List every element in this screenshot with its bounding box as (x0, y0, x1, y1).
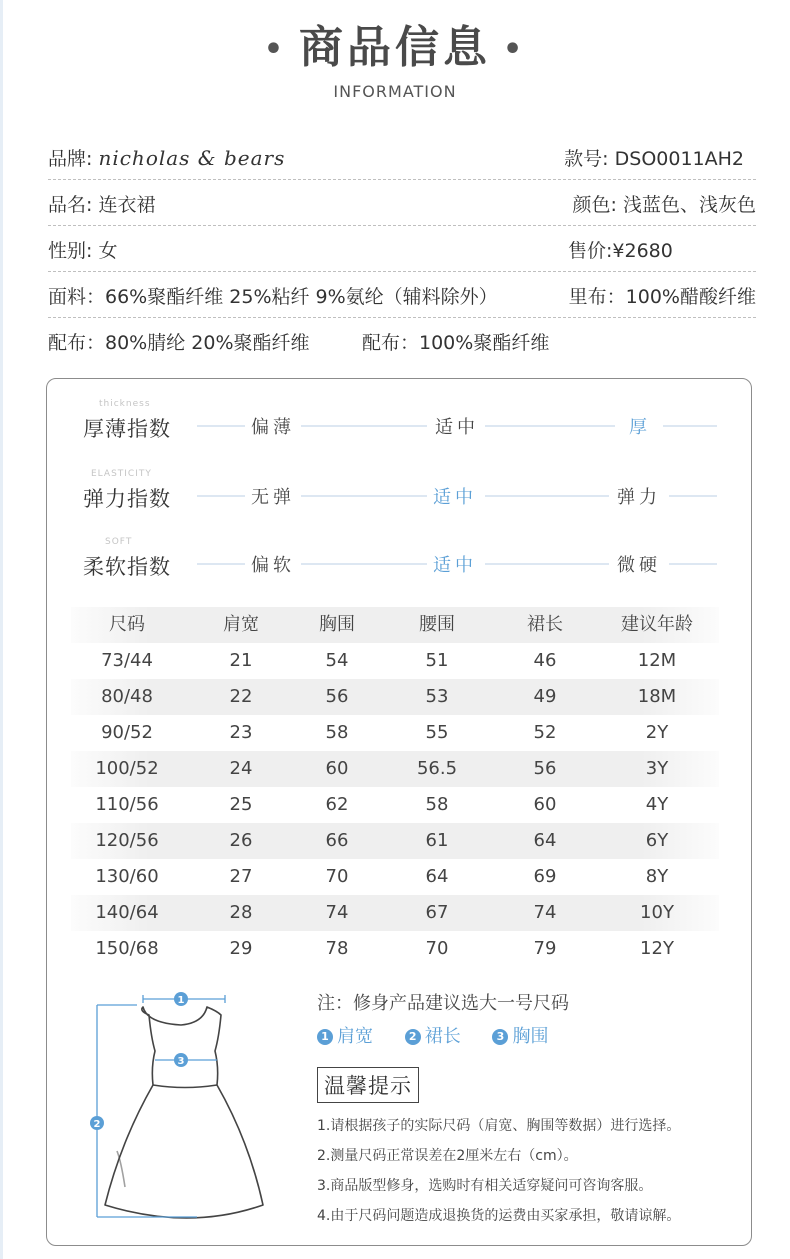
brand-label: 品牌: (48, 148, 93, 170)
index-line (197, 563, 245, 565)
index-option: 微硬 (617, 555, 661, 576)
table-row (71, 931, 719, 967)
tip-item: 4.由于尺码问题造成退换货的运费由买家承担，敬请谅解。 (317, 1208, 681, 1224)
title-text: 商品信息 (299, 22, 491, 73)
table-cell: 67 (425, 902, 449, 923)
name-field (48, 190, 155, 217)
table-cell: 25 (229, 794, 253, 815)
index-label: 厚薄指数 (83, 417, 171, 441)
table-cell: 28 (229, 902, 253, 923)
lining-value: 里布：100%醋酸纤维 (568, 286, 756, 308)
table-cell: 58 (325, 722, 349, 743)
trim1-value: 配布：80%腈纶 20%聚酯纤维 (48, 332, 310, 354)
table-cell: 22 (229, 686, 253, 707)
table-cell: 64 (425, 866, 449, 887)
index-row-thickness (47, 397, 753, 457)
index-line (301, 495, 427, 497)
table-header-cell: 尺码 (109, 614, 145, 635)
dress-outline (105, 1007, 263, 1218)
index-row-elasticity (47, 467, 753, 527)
price-label: 售价: (568, 240, 613, 262)
table-cell: 64 (533, 830, 557, 851)
measure-legend (317, 1022, 574, 1048)
table-cell: 69 (533, 866, 557, 887)
fabric-size-card (46, 378, 752, 1246)
index-line (485, 563, 609, 565)
info-row-name (48, 180, 756, 225)
table-cell: 61 (425, 830, 449, 851)
legend-item (405, 1026, 461, 1047)
table-cell: 3Y (645, 758, 669, 779)
table-cell: 60 (533, 794, 557, 815)
index-line (301, 563, 427, 565)
index-option: 无弹 (251, 487, 295, 508)
style-no-label: 款号: (564, 148, 609, 170)
index-label: 弹力指数 (83, 487, 171, 511)
marker-2-label: 2 (93, 1119, 101, 1130)
legend-number-icon: 1 (317, 1029, 333, 1045)
table-cell: 74 (533, 902, 557, 923)
index-en-label: thickness (99, 399, 151, 409)
page-subtitle: INFORMATION (333, 82, 457, 101)
legend-label: 胸围 (512, 1026, 549, 1047)
index-option: 弹力 (617, 487, 661, 508)
index-en-label: ELASTICITY (91, 469, 152, 479)
table-cell: 2Y (645, 722, 669, 743)
info-row-brand (48, 134, 756, 179)
gender-value: 女 (98, 240, 118, 262)
index-option-selected: 适中 (433, 555, 477, 576)
table-cell: 23 (229, 722, 253, 743)
table-cell: 140/64 (95, 902, 159, 923)
table-row (71, 895, 719, 931)
info-row-fabric (48, 272, 756, 317)
brand-field (48, 144, 285, 171)
name-label: 品名: (48, 194, 93, 216)
table-header-cell: 肩宽 (223, 614, 259, 635)
table-cell: 74 (325, 902, 349, 923)
table-cell: 130/60 (95, 866, 159, 887)
legend-label: 肩宽 (337, 1026, 373, 1047)
table-cell: 53 (425, 686, 449, 707)
color-field (573, 190, 756, 217)
title-dot-left: • (263, 32, 287, 67)
info-row-gender (48, 226, 756, 271)
index-label: 柔软指数 (83, 555, 171, 579)
legend-item (492, 1026, 548, 1047)
legend-item (317, 1026, 373, 1047)
legend-number-icon: 2 (405, 1029, 421, 1045)
index-option-selected: 适中 (433, 487, 477, 508)
gender-label: 性别: (48, 240, 93, 262)
measure-lines (97, 995, 225, 1217)
table-cell: 73/44 (101, 650, 153, 671)
table-cell: 49 (533, 686, 557, 707)
table-cell: 60 (325, 758, 349, 779)
index-option: 适中 (435, 417, 479, 438)
index-line (197, 495, 245, 497)
table-cell: 24 (229, 758, 253, 779)
marker-3-label: 3 (177, 1056, 185, 1067)
index-row-softness (47, 535, 753, 595)
tips-list (317, 1111, 680, 1231)
color-label: 颜色: (572, 194, 617, 216)
table-cell: 62 (325, 794, 349, 815)
table-cell: 100/52 (95, 758, 159, 779)
table-cell: 6Y (645, 830, 669, 851)
legend-number-icon: 3 (492, 1029, 508, 1045)
table-header (71, 607, 719, 643)
table-header-cell: 胸围 (319, 614, 355, 635)
table-cell: 110/56 (95, 794, 159, 815)
table-cell: 56 (533, 758, 557, 779)
page-title (0, 18, 790, 80)
table-row (71, 859, 719, 895)
style-no-value: DSO0011AH2 (614, 148, 744, 170)
table-cell: 58 (425, 794, 449, 815)
price-value: ¥2680 (612, 240, 673, 262)
index-line (669, 563, 717, 565)
color-value: 浅蓝色、浅灰色 (622, 194, 756, 216)
info-row-trim (48, 318, 756, 363)
index-option: 偏软 (251, 555, 295, 576)
table-cell: 18M (637, 686, 677, 707)
brand-value: nicholas & bears (98, 146, 286, 170)
table-cell: 120/56 (95, 830, 159, 851)
table-cell: 12M (637, 650, 677, 671)
tip-item: 2.测量尺码正常误差在2厘米左右（cm）。 (317, 1148, 578, 1164)
index-line (669, 495, 717, 497)
table-cell: 70 (425, 938, 449, 959)
table-cell: 54 (325, 650, 349, 671)
table-cell: 52 (533, 722, 557, 743)
fabric-value: 面料：66%聚酯纤维 25%粘纤 9%氨纶（辅料除外） (48, 286, 498, 308)
table-cell: 12Y (640, 938, 674, 959)
marker-1-label: 1 (177, 995, 185, 1006)
title-dot-right: • (503, 32, 527, 67)
index-option: 偏薄 (251, 417, 295, 438)
table-cell: 46 (533, 650, 557, 671)
size-table (71, 607, 719, 967)
table-header-cell: 腰围 (419, 614, 455, 635)
table-cell: 4Y (645, 794, 669, 815)
name-value: 连衣裙 (98, 194, 156, 216)
table-cell: 26 (229, 830, 253, 851)
tip-item: 3.商品版型修身，选购时有相关适穿疑问可咨询客服。 (317, 1178, 653, 1194)
table-row (71, 679, 719, 715)
index-line (197, 425, 245, 427)
table-cell: 10Y (640, 902, 674, 923)
table-cell: 56 (325, 686, 349, 707)
table-row (71, 643, 719, 679)
table-cell: 150/68 (95, 938, 159, 959)
table-header-cell: 建议年龄 (621, 614, 693, 635)
index-line (663, 425, 717, 427)
table-cell: 55 (425, 722, 449, 743)
table-row (71, 823, 719, 859)
index-line (301, 425, 427, 427)
table-cell: 21 (229, 650, 253, 671)
table-row (71, 751, 719, 787)
index-en-label: SOFT (105, 537, 133, 547)
measure-markers (90, 992, 188, 1130)
table-row (71, 715, 719, 751)
trim2-value: 配布：100%聚酯纤维 (362, 332, 550, 354)
table-cell: 8Y (645, 866, 669, 887)
table-cell: 66 (325, 830, 349, 851)
legend-label: 裙长 (424, 1026, 461, 1047)
table-cell: 80/48 (101, 686, 153, 707)
dress-diagram (77, 991, 267, 1221)
table-cell: 51 (425, 650, 449, 671)
table-cell: 79 (533, 938, 557, 959)
table-row (71, 787, 719, 823)
table-cell: 29 (229, 938, 253, 959)
price-field (568, 236, 673, 263)
gender-field (48, 236, 117, 263)
index-line (485, 495, 609, 497)
header (0, 18, 790, 101)
table-cell: 70 (325, 866, 349, 887)
size-note: 注：修身产品建议选大一号尺码 (317, 993, 569, 1014)
table-header-cell: 裙长 (527, 614, 563, 635)
table-cell: 56.5 (416, 758, 458, 779)
tip-item: 1.请根据孩子的实际尺码（肩宽、胸围等数据）进行选择。 (317, 1118, 681, 1134)
table-cell: 27 (229, 866, 253, 887)
table-cell: 90/52 (101, 722, 153, 743)
index-option-selected: 厚 (629, 417, 651, 438)
table-cell: 78 (325, 938, 349, 959)
index-line (485, 425, 615, 427)
style-no-field (564, 144, 744, 171)
page-left-edge (0, 0, 3, 1259)
tips-title: 温馨提示 (317, 1067, 419, 1103)
